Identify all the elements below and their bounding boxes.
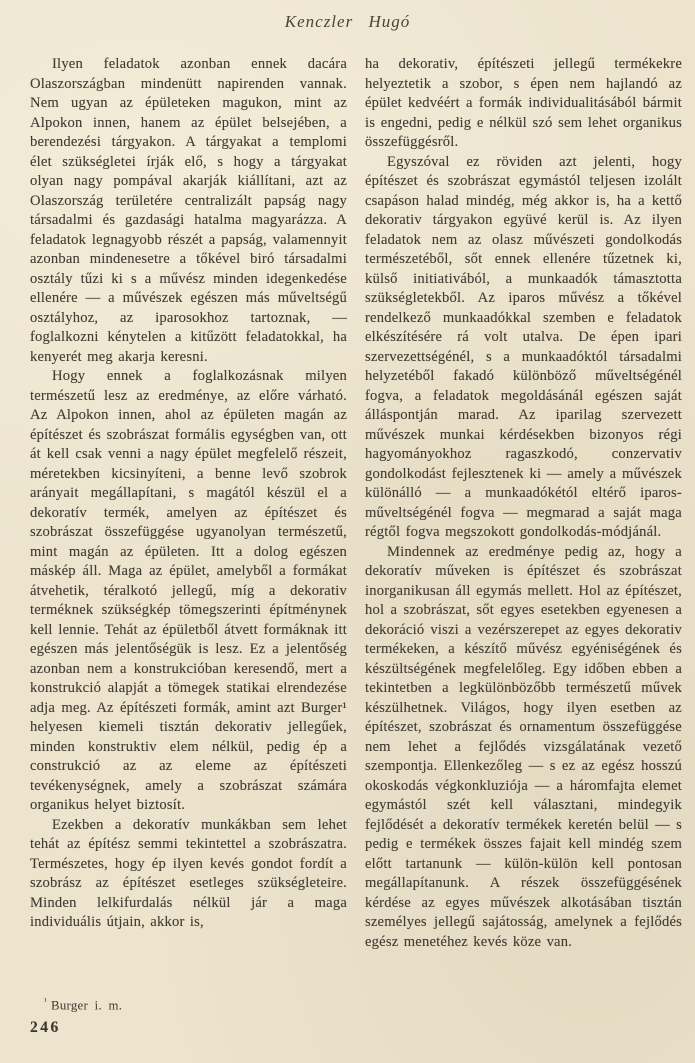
page-number: 246: [30, 1019, 61, 1036]
paragraph: Ezekben a dekoratív munkákban sem lehet tehát az építész semmi tekintettel a szobrászatra. Természetes, hogy ép ilyen kevés gondot fordít a szobrász az építészet esetleges szükségleteire. Minden lelkifurdalás nélkül jár a maga individuális útjain, akkor is,: [30, 816, 347, 930]
left-column: [30, 55, 347, 952]
footnote-marker: ¹: [44, 995, 47, 1006]
paragraph: Egyszóval ez röviden azt jelenti, hogy építészet és szobrászat egymástól teljesen izolált csapáson halad mindég, még akkor is, ha a kettő dekorativ tárgyakon együvé kerül is. Az ilyen feladatok nem az olasz művészeti gondolkodás természetéből, sőt ennek ellenére tűzetnek ki, külső initiativából, a munkaadók támasztotta szükségletekből. Az iparos művész a tőkével rendelkező munkaadókkal szemben e feladatok elkészítésére rá volt utalva. De épen ipari szervezettségénél, s a munkaadóktól társadalmi helyzetéből fakadó különböző műveltségénél fogva, a feladatok megoldásánál egészen saját álláspontján marad. Az iparilag szervezett művészek munkai kérdésekben bizonyos régi hagyományokhoz ragaszkodó, conzervativ gondolkodást fejlesztenek ki — amely a művészek különálló — a munkaadókétól eltérő iparos-műveltségénél fogva — megmarad a saját maga régtől fogva megszokott gondolkodás-módjánál.: [365, 153, 682, 540]
right-column: [365, 55, 682, 952]
footnote-text: Burger i. m.: [51, 998, 123, 1012]
footnote-area: [30, 996, 350, 1037]
paragraph-continuation: ha dekorativ, építészeti jellegű termékekre helyeztetik a szobor, s épen nem hajlandó az épület kedvéért a formák individualitásából bármit is engedni, pedig e nélkül szó sem lehet organikus összefüggésről.: [365, 56, 682, 150]
paragraph: Ilyen feladatok azonban ennek dacára Olaszországban mindenütt napirenden vannak. Nem ugyan az épületeken magukon, mint az Alpokon innen, hanem az épület belsejében, a berendezési tárgyakon. A tárgyakat a templomi élet szükségletei írják elő, s hogy a tárgyakat olyan nagy pompával akarják kiállítani, azt az Olaszország területére centralizált papság nagy társadalmi és gazdasági hatalma magyarázza. A feladatok legnagyobb részét a papság, valamennyit azonban mindenesetre a tőkével biró társadalmi osztály tűzi ki s a művész minden idegenkedése ellenére — a művészek egészen más műveltségű osztályhoz, az iparosokhoz tartoznak, — foglalkozni kénytelen a kitűzött feladatokkal, ha kenyerét meg akarja keresni.: [30, 56, 347, 365]
text-columns: [30, 55, 682, 952]
paragraph: Mindennek az eredménye pedig az, hogy a dekoratív műveken is építészet és szobrászat inorganikusan áll egymás mellett. Hol az építészet, hol a szobrászat, sőt egyes esetekben egyenesen a dekoráció viszi a vezérszerepet az egyes dekorativ termékeken, a készítő művész egyéniségének és készültségének megfelelőleg. Egy időben ebben a tekintetben a legkülönbözőbb természetű művek készülhetnek. Világos, hogy ilyen esetben az építészet, szobrászat és ornamentum összefüggése nem lehet a fejlődés vizsgálatának vezető szempontja. Ellenkezőleg — s ez az egész hosszú okoskodás végkonkluziója — a háromfajta elemet egymástól szét kell választani, mindegyik fejlődését a dekoratív termékek keretén belül — s pedig e termékek összes fajait kell mindég szem előtt tartanunk — külön-külön kell pontosan megállapítanunk. A részek összefüggésének kérdése az egyes művészek alkotásában tisztán személyes jellegű sajátosság, amelynek a fejlődés egész menetéhez kevés köze van.: [365, 543, 682, 950]
running-header-author: Kenczler Hugó: [284, 12, 411, 31]
footnote: [30, 996, 350, 1013]
paragraph: Hogy ennek a foglalkozásnak milyen természetű lesz az eredménye, az előre várható. Az Alpokon innen, ahol az épületen magán az építészet és szobrászat formális egységben van, ott át kell csak venni a nagy épület megfelelő részeit, méretekben kicsinyíteni, a benne levő szobrok arányait megállapítani, s magától készül el a dekoratív termék, amelyen az építészet és szobrászat összefüggése ugyanolyan természetű, mint magán az épületen. Itt a dolog egészen máskép áll. Maga az épület, amelyből a formákat átvehetik, téralkotó jellegű, míg a dekorativ terméknek szükségkép tömegszerinti építménynek kell lennie. Tehát az épületből átvett formáknak itt egészen más jelentőségük is lesz. Ez a jelentőség azonban nem a konstrukcióban keresendő, mert a konstrukció alapját a tömegek statikai elrendezése adja meg. Az építészeti formák, amint azt Burger¹ helyesen kiemeli tisztán dekorativ jellegűek, minden konstruktiv elem nélkül, pedig ép a construkció az az eleme az építészeti tevékenységnek, amely a szobrászat számára organikus helyet biztosít.: [30, 368, 347, 813]
